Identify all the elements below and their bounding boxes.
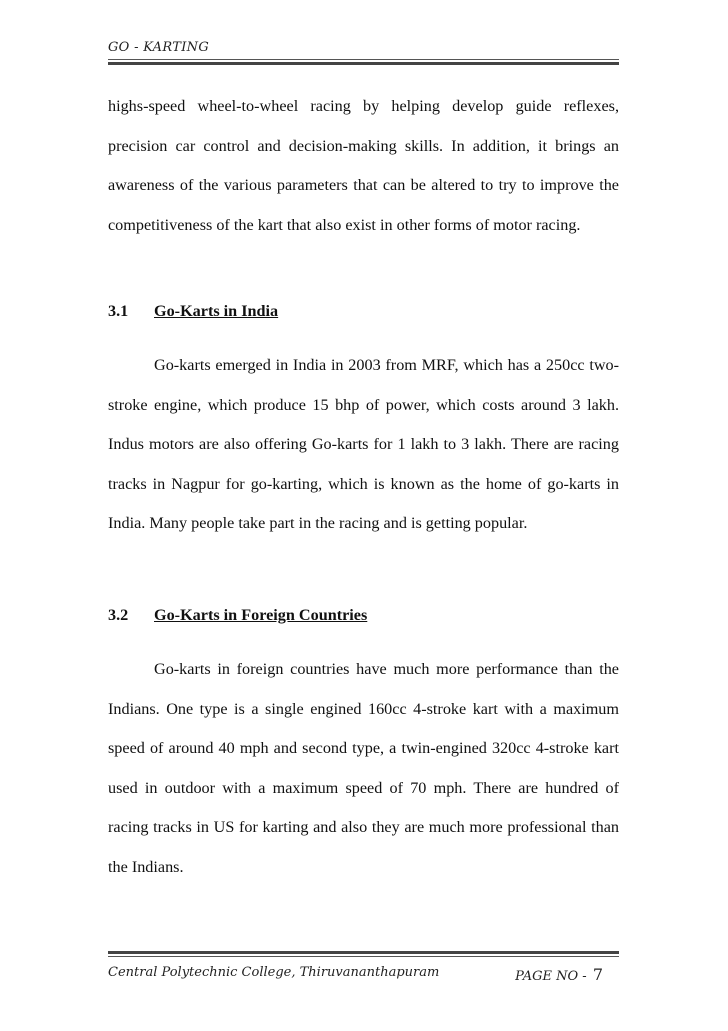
section-number: 3.2 bbox=[108, 606, 129, 624]
header-rule-thin bbox=[108, 59, 619, 60]
footer-rule-thin bbox=[108, 956, 619, 957]
section-heading-3-1 bbox=[108, 302, 278, 321]
page-header bbox=[108, 40, 619, 55]
header-rule-thick bbox=[108, 62, 619, 65]
footer-rule-thick bbox=[108, 951, 619, 954]
footer-page-number: 7 bbox=[592, 965, 603, 984]
intro-paragraph: highs-speed wheel-to-wheel racing by helping develop guide reflexes, precision car control and decision-making skills. In addition, it brings an awareness of the various parameters that can be altered to try to improve the competitiveness of the kart that also exist in other forms of motor racing. bbox=[108, 97, 619, 234]
footer-page bbox=[515, 965, 603, 984]
page-footer bbox=[108, 965, 619, 984]
section-3-2-paragraph: Go-karts in foreign countries have much more performance than the Indians. One type is a single engined 160cc 4-stroke kart with a maximum speed of around 40 mph and second type, a twin-engined 320cc 4-stroke kart used in outdoor with a maximum speed of 70 mph. There are hundred of racing tracks in US for karting and also they are much more professional than the Indians. bbox=[108, 660, 619, 876]
header-title: GO - KARTING bbox=[108, 40, 209, 55]
section-3-1-body bbox=[108, 346, 619, 544]
intro-block bbox=[108, 87, 619, 245]
section-3-2-body bbox=[108, 650, 619, 887]
section-title: Go-Karts in India bbox=[154, 302, 279, 320]
footer-page-label: PAGE NO - bbox=[515, 969, 587, 984]
section-heading-3-2 bbox=[108, 606, 367, 625]
section-title: Go-Karts in Foreign Countries bbox=[154, 606, 368, 624]
footer-institution: Central Polytechnic College, Thiruvananthapuram bbox=[108, 965, 440, 980]
section-3-1-paragraph: Go-karts emerged in India in 2003 from MRF, which has a 250cc two-stroke engine, which produce 15 bhp of power, which costs around 3 lakh. Indus motors are also offering Go-karts for 1 lakh to 3 lakh. There are racing tracks in Nagpur for go-karting, which is known as the home of go-karts in India. Many people take part in the racing and is getting popular. bbox=[108, 356, 619, 532]
section-number: 3.1 bbox=[108, 302, 129, 320]
